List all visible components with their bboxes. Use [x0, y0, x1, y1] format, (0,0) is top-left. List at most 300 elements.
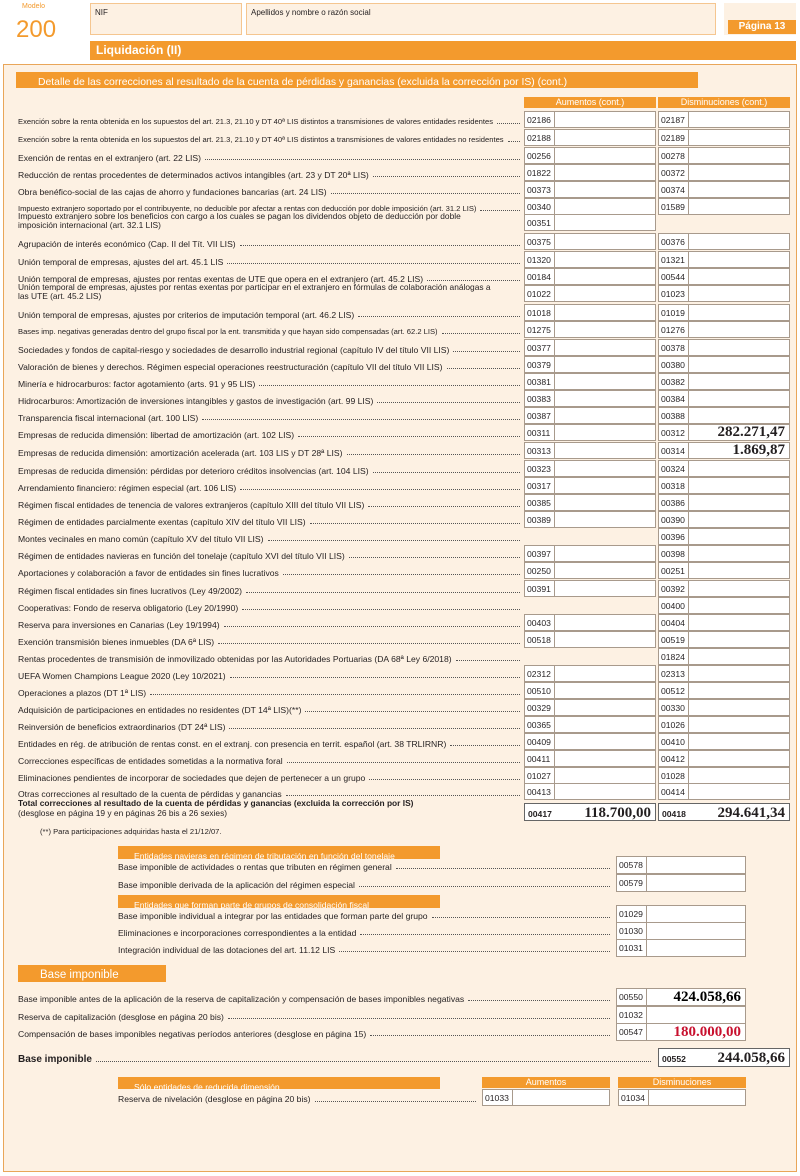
- row-label-text: Adquisición de participaciones en entidades no residentes (DT 14ª LIS)(**): [18, 705, 302, 715]
- disminuciones-code: 00396: [659, 529, 689, 544]
- aumentos-code: 00385: [525, 495, 555, 510]
- disminuciones-field[interactable]: [658, 767, 790, 784]
- aumentos-code: 00313: [525, 443, 555, 458]
- aumentos-code: 01027: [525, 768, 555, 783]
- aumentos-field[interactable]: [524, 665, 656, 682]
- base-value: 180.000,00: [673, 1024, 741, 1040]
- final-base-label: [18, 1051, 655, 1065]
- correction-row-label: [18, 682, 523, 698]
- navieras-field[interactable]: [616, 874, 746, 892]
- row-label-text: Cooperativas: Fondo de reserva obligatorio (Ley 20/1990): [18, 603, 239, 613]
- apellidos-field[interactable]: [246, 3, 716, 35]
- row-label-text: Reserva para inversiones en Canarias (Ley 19/1994): [18, 620, 220, 630]
- disminuciones-field[interactable]: [658, 356, 790, 373]
- aumentos-code: 00383: [525, 391, 555, 406]
- base-field[interactable]: [616, 1006, 746, 1024]
- disminuciones-field[interactable]: [658, 614, 790, 631]
- base-row-label: [18, 1006, 614, 1022]
- disminuciones-code: 00376: [659, 234, 689, 249]
- aumentos-field[interactable]: [524, 562, 656, 579]
- navieras-field[interactable]: [616, 856, 746, 874]
- disminuciones-field[interactable]: [658, 424, 790, 441]
- aumentos-code: 02186: [525, 112, 555, 127]
- aumentos-field[interactable]: [524, 373, 656, 390]
- row-label-text: Unión temporal de empresas, ajustes por rentas exentas de UTE que opera en el extranjero (art. 45.2 LIS): [18, 274, 424, 284]
- correction-row-label: [18, 111, 523, 127]
- disminuciones-code: 00384: [659, 391, 689, 406]
- aumentos-field[interactable]: [524, 767, 656, 784]
- base-field[interactable]: [616, 1023, 746, 1041]
- disminuciones-field[interactable]: [658, 494, 790, 511]
- final-base-box[interactable]: [658, 1048, 790, 1067]
- col-disminuciones-header: Disminuciones (cont.): [658, 97, 790, 108]
- row-label-text: Operaciones a plazos (DT 1ª LIS): [18, 688, 147, 698]
- correction-row-label: [18, 699, 523, 715]
- grupos-row-label: [118, 939, 614, 955]
- footnote: (**) Para participaciones adquiridas hasta el 21/12/07.: [40, 827, 222, 836]
- disminuciones-field[interactable]: [658, 682, 790, 699]
- row-label-text: Otras correcciones al resultado de la cuenta de pérdidas y ganancias: [18, 789, 282, 799]
- navieras-code: 00579: [617, 875, 647, 891]
- correction-row-label: [18, 268, 523, 284]
- correction-row-label: [18, 181, 523, 197]
- grupos-field[interactable]: [616, 905, 746, 923]
- aumentos-field[interactable]: [524, 214, 656, 231]
- aumentos-code: 00250: [525, 563, 555, 578]
- aumentos-field[interactable]: [524, 181, 656, 198]
- disminuciones-code: 01026: [659, 717, 689, 732]
- correction-row-label: [18, 597, 523, 613]
- correction-row-label: [18, 373, 523, 389]
- aumentos-code: 01018: [525, 305, 555, 320]
- aumentos-code: 00340: [525, 199, 555, 214]
- col-aumentos-header: Aumentos (cont.): [524, 97, 656, 108]
- aumentos-field[interactable]: [524, 783, 656, 800]
- row-label-text: Integración individual de las dotaciones del art. 11.12 LIS: [118, 945, 336, 955]
- disminuciones-field[interactable]: [658, 631, 790, 648]
- disminuciones-field[interactable]: [658, 373, 790, 390]
- correction-row-label: [18, 750, 523, 766]
- disminuciones-code: 00312: [659, 425, 689, 440]
- row-label-text: Bases imp. negativas generadas dentro del grupo fiscal por la ent. transmitida y que hayan sido compensadas (art. 62.2 LIS): [18, 327, 438, 336]
- disminuciones-field[interactable]: [658, 390, 790, 407]
- grupos-row-label: [118, 905, 614, 921]
- navieras-row-label: [118, 874, 614, 890]
- navieras-row-label: [118, 856, 614, 872]
- aumentos-code: 00365: [525, 717, 555, 732]
- aumentos-code: 00377: [525, 340, 555, 355]
- aumentos-field[interactable]: [524, 321, 656, 338]
- row-label-text: Exención sobre la renta obtenida en los supuestos del art. 21.3, 21.10 y DT 40ª LIS distintos a transmisiones de valores entidades residentes: [18, 117, 494, 126]
- aumentos-code: 00510: [525, 683, 555, 698]
- row-label-text: Empresas de reducida dimensión: pérdidas por deterioro créditos insolvencias (art. 104 LIS): [18, 466, 369, 476]
- row-label-text: Régimen de entidades navieras en función del tonelaje (capítulo XVI del título VII LIS): [18, 551, 345, 561]
- section-title: Liquidación (II): [96, 43, 182, 57]
- disminuciones-value: 1.869,87: [732, 442, 785, 458]
- aumentos-field[interactable]: [524, 631, 656, 648]
- aumentos-field[interactable]: [524, 356, 656, 373]
- grupos-title: Entidades que forman parte de grupos de consolidación fiscal: [134, 900, 370, 910]
- disminuciones-field[interactable]: [658, 528, 790, 545]
- total-aumentos-box[interactable]: [524, 803, 656, 821]
- disminuciones-code: 00412: [659, 751, 689, 766]
- aumentos-field[interactable]: [524, 111, 656, 128]
- disminuciones-field[interactable]: [658, 233, 790, 250]
- row-label-text: Unión temporal de empresas, ajustes del art. 45.1 LIS: [18, 257, 224, 267]
- aumentos-field[interactable]: [524, 147, 656, 164]
- correction-row-label: [18, 648, 523, 664]
- aumentos-code: 00397: [525, 546, 555, 561]
- aumentos-code: 01320: [525, 252, 555, 267]
- aumentos-field[interactable]: [524, 129, 656, 146]
- row-label-text: Base imponible derivada de la aplicación del régimen especial: [118, 880, 355, 890]
- aumentos-field[interactable]: [524, 494, 656, 511]
- aumentos-code: 00389: [525, 512, 555, 527]
- aumentos-code: 00413: [525, 784, 555, 799]
- row-label-text: Base imponible antes de la aplicación de la reserva de capitalización y compensación de bases imponibles negativas: [18, 994, 465, 1004]
- aumentos-code: 01022: [525, 286, 555, 301]
- correction-row-label: [18, 631, 523, 647]
- aumentos-field[interactable]: [524, 716, 656, 733]
- disminuciones-code: 00318: [659, 478, 689, 493]
- disminuciones-code: 00519: [659, 632, 689, 647]
- aumentos-field[interactable]: [524, 198, 656, 215]
- row-label-text: Reinversión de beneficios extraordinarios (DT 24ª LIS): [18, 722, 226, 732]
- disminuciones-code: 01019: [659, 305, 689, 320]
- aumentos-field[interactable]: [524, 682, 656, 699]
- disminuciones-field[interactable]: [658, 251, 790, 268]
- aumentos-code: 01275: [525, 322, 555, 337]
- base-row-label: [18, 1023, 614, 1039]
- aumentos-code: 00403: [525, 615, 555, 630]
- total-label: Total correcciones al resultado de la cuenta de pérdidas y ganancias (excluida la corrección por IS): [18, 798, 414, 808]
- disminuciones-field[interactable]: [658, 147, 790, 164]
- aumentos-code: 00329: [525, 700, 555, 715]
- correction-row-label: [18, 733, 523, 749]
- disminuciones-field[interactable]: [658, 665, 790, 682]
- disminuciones-code: 00512: [659, 683, 689, 698]
- disminuciones-field[interactable]: [658, 198, 790, 215]
- reducida-disminuciones-code: 01034: [619, 1090, 649, 1105]
- row-label-text: Régimen fiscal entidades sin fines lucrativos (Ley 49/2002): [18, 586, 243, 596]
- disminuciones-code: 00382: [659, 374, 689, 389]
- reducida-col-aumentos: Aumentos: [482, 1077, 610, 1088]
- row-label-text: Compensación de bases imponibles negativas períodos anteriores (desglose en página 15): [18, 1029, 367, 1039]
- disminuciones-field[interactable]: [658, 407, 790, 424]
- disminuciones-value: 282.271,47: [717, 424, 785, 440]
- navieras-code: 00578: [617, 857, 647, 873]
- section-title-bar: [90, 41, 796, 60]
- correction-row-label: [18, 460, 523, 476]
- correction-row-label: [18, 545, 523, 561]
- row-label-text: Empresas de reducida dimensión: amortización acelerada (art. 103 LIS y DT 28ª LIS): [18, 448, 343, 458]
- row-label-text: Base imponible individual a integrar por las entidades que forman parte del grupo: [118, 911, 428, 921]
- aumentos-field[interactable]: [524, 339, 656, 356]
- disminuciones-code: 00390: [659, 512, 689, 527]
- base-code: 01032: [617, 1007, 647, 1023]
- total-sub: (desglose en página 19 y en páginas 26 bis a 26 sexies): [18, 808, 228, 818]
- correction-row-label: [18, 304, 523, 320]
- correction-row-label: [18, 614, 523, 630]
- disminuciones-field[interactable]: [658, 783, 790, 800]
- disminuciones-code: 00372: [659, 165, 689, 180]
- base-title-bar: [18, 965, 166, 982]
- correction-row-label: [18, 562, 523, 578]
- row-label-text: Empresas de reducida dimensión: libertad de amortización (art. 102 LIS): [18, 430, 295, 440]
- disminuciones-code: 00374: [659, 182, 689, 197]
- correction-row-label: [18, 477, 523, 493]
- aumentos-code: 00256: [525, 148, 555, 163]
- disminuciones-field[interactable]: [658, 268, 790, 285]
- base-code: 00547: [617, 1024, 647, 1040]
- disminuciones-code: 00378: [659, 340, 689, 355]
- row-label-text: Minería e hidrocarburos: factor agotamiento (arts. 91 y 95 LIS): [18, 379, 256, 389]
- correction-row-label: [18, 233, 523, 249]
- aumentos-code: 02312: [525, 666, 555, 681]
- aumentos-field[interactable]: [524, 268, 656, 285]
- disminuciones-code: 01028: [659, 768, 689, 783]
- disminuciones-field[interactable]: [658, 648, 790, 665]
- disminuciones-code: 02187: [659, 112, 689, 127]
- reducida-aumentos-box[interactable]: [482, 1089, 610, 1106]
- disminuciones-code: 00414: [659, 784, 689, 799]
- aumentos-code: 02188: [525, 130, 555, 145]
- correction-row-label: [18, 783, 523, 799]
- final-base-value: 244.058,66: [717, 1050, 785, 1066]
- correction-row-label: [18, 511, 523, 527]
- disminuciones-code: 00324: [659, 461, 689, 476]
- reducida-aumentos-code: 01033: [483, 1090, 513, 1105]
- aumentos-field[interactable]: [524, 545, 656, 562]
- aumentos-code: 00391: [525, 581, 555, 596]
- aumentos-field[interactable]: [524, 407, 656, 424]
- disminuciones-field[interactable]: [658, 339, 790, 356]
- correction-row-label: [18, 494, 523, 510]
- row-label-text: Reducción de rentas procedentes de determinados activos intangibles (art. 23 y DT 20ª LIS): [18, 170, 369, 180]
- aumentos-code: 00351: [525, 215, 555, 230]
- disminuciones-code: 00400: [659, 598, 689, 613]
- disminuciones-code: 00251: [659, 563, 689, 578]
- aumentos-code: 01822: [525, 165, 555, 180]
- aumentos-code: 00311: [525, 425, 555, 440]
- row-label-text: Exención sobre la renta obtenida en los supuestos del art. 21.3, 21.10 y DT 40ª LIS distintos a transmisiones de valores entidades no residentes: [18, 135, 504, 144]
- nif-label: NIF: [95, 8, 108, 17]
- aumentos-field[interactable]: [524, 164, 656, 181]
- total-disminuciones-box[interactable]: [658, 803, 790, 821]
- aumentos-field[interactable]: [524, 424, 656, 441]
- aumentos-code: 00411: [525, 751, 555, 766]
- row-label-text: Régimen fiscal entidades de tenencia de valores extranjeros (capítulo XIII del título VII LIS): [18, 500, 365, 510]
- correction-row-label: [18, 356, 523, 372]
- aumentos-code: 00379: [525, 357, 555, 372]
- row-label-text: Sociedades y fondos de capital-riesgo y sociedades de desarrollo industrial regional (capítulo IV del título VII LIS): [18, 345, 450, 355]
- final-base-code: 00552: [662, 1054, 686, 1064]
- disminuciones-field[interactable]: [658, 442, 790, 459]
- disminuciones-field[interactable]: [658, 129, 790, 146]
- grupos-code: 01029: [617, 906, 647, 922]
- row-label-text: Entidades en rég. de atribución de rentas const. en el extranj. con presencia en territ. español (art. 38 TRLIRNR): [18, 739, 447, 749]
- disminuciones-field[interactable]: [658, 750, 790, 767]
- disminuciones-field[interactable]: [658, 321, 790, 338]
- disminuciones-field[interactable]: [658, 597, 790, 614]
- correction-row-label: [18, 390, 523, 406]
- grupos-field[interactable]: [616, 939, 746, 957]
- disminuciones-field[interactable]: [658, 699, 790, 716]
- disminuciones-code: 01824: [659, 649, 689, 664]
- grupos-code: 01030: [617, 923, 647, 939]
- row-label-text: Régimen de entidades parcialmente exentas (capítulo XIV del título VII LIS): [18, 517, 306, 527]
- modelo-number: 200: [16, 16, 57, 43]
- reducida-row: [118, 1092, 480, 1104]
- base-field[interactable]: [616, 988, 746, 1006]
- row-label-text: Hidrocarburos: Amortización de inversiones intangibles y gastos de investigación (art. 99 LIS): [18, 396, 374, 406]
- aumentos-code: 00409: [525, 734, 555, 749]
- base-code: 00550: [617, 989, 647, 1005]
- aumentos-field[interactable]: [524, 614, 656, 631]
- disminuciones-field[interactable]: [658, 111, 790, 128]
- aumentos-code: 00323: [525, 461, 555, 476]
- aumentos-field[interactable]: [524, 251, 656, 268]
- navieras-title: Entidades navieras en régimen de tributación en función del tonelaje: [134, 851, 395, 861]
- disminuciones-field[interactable]: [658, 716, 790, 733]
- correction-row-label: [18, 339, 523, 355]
- correction-row-label: [18, 251, 523, 267]
- base-row-label: [18, 988, 614, 1004]
- aumentos-field[interactable]: [524, 304, 656, 321]
- row-label-text: Valoración de bienes y derechos. Régimen especial operaciones reestructuración (capítulo VII del título VII LIS): [18, 362, 443, 372]
- disminuciones-field[interactable]: [658, 460, 790, 477]
- modelo-label: Modelo: [22, 3, 45, 10]
- disminuciones-code: 00392: [659, 581, 689, 596]
- nif-field[interactable]: [90, 3, 242, 35]
- disminuciones-field[interactable]: [658, 733, 790, 750]
- grupos-field[interactable]: [616, 922, 746, 940]
- apellidos-label: Apellidos y nombre o razón social: [251, 8, 371, 17]
- row-label-text: Unión temporal de empresas, ajustes por rentas exentas por participar en el extranjero en fórmulas de colaboración análogas a las UTE (art. 45.2 LIS): [18, 283, 491, 301]
- row-label-text: Agrupación de interés económico (Cap. II del Tít. VII LIS): [18, 239, 236, 249]
- correction-row-label: [18, 214, 523, 230]
- aumentos-code: 00387: [525, 408, 555, 423]
- reducida-col-disminuciones: Disminuciones: [618, 1077, 746, 1088]
- disminuciones-code: 02313: [659, 666, 689, 681]
- aumentos-field[interactable]: [524, 511, 656, 528]
- correction-row-label: [18, 580, 523, 596]
- row-label-text: Exención transmisión bienes inmuebles (DA 6ª LIS): [18, 637, 215, 647]
- row-label-text: Impuesto extranjero soportado por el contribuyente, no deducible por afectar a rentas con deducción por doble imposición (art. 31.2 LIS): [18, 204, 477, 213]
- aumentos-field[interactable]: [524, 233, 656, 250]
- row-label-text: Eliminaciones e incorporaciones correspondientes a la entidad: [118, 928, 357, 938]
- disminuciones-field[interactable]: [658, 477, 790, 494]
- grupos-row-label: [118, 922, 614, 938]
- total-label-block: [18, 798, 523, 818]
- aumentos-code: 00317: [525, 478, 555, 493]
- aumentos-code: 00373: [525, 182, 555, 197]
- aumentos-field[interactable]: [524, 477, 656, 494]
- disminuciones-code: 02189: [659, 130, 689, 145]
- row-label-text: Base imponible de actividades o rentas que tributen en régimen general: [118, 862, 392, 872]
- disminuciones-code: 00380: [659, 357, 689, 372]
- correction-row-label: [18, 442, 523, 458]
- disminuciones-field[interactable]: [658, 545, 790, 562]
- reducida-title-bar: [118, 1077, 440, 1092]
- correction-row-label: [18, 129, 523, 145]
- row-label-text: Transparencia fiscal internacional (art. 100 LIS): [18, 413, 199, 423]
- disminuciones-field[interactable]: [658, 580, 790, 597]
- aumentos-field[interactable]: [524, 580, 656, 597]
- total-aumentos-code: 00417: [528, 809, 552, 819]
- aumentos-field[interactable]: [524, 285, 656, 302]
- aumentos-field[interactable]: [524, 460, 656, 477]
- disminuciones-code: 00330: [659, 700, 689, 715]
- row-label-text: Reserva de capitalización (desglose en página 20 bis): [18, 1012, 224, 1022]
- correction-row-label: [18, 528, 523, 544]
- row-label-text: Rentas procedentes de transmisión de inmovilizado obtenidas por las Autoridades Portuarias (DA 68ª Ley 6/2018): [18, 654, 452, 664]
- correction-row-label: [18, 424, 523, 440]
- disminuciones-field[interactable]: [658, 562, 790, 579]
- row-label-text: Exención de rentas en el extranjero (art. 22 LIS): [18, 153, 201, 163]
- final-base-title: Base imponible: [18, 1054, 92, 1065]
- total-disminuciones-code: 00418: [662, 809, 686, 819]
- base-value: 424.058,66: [673, 989, 741, 1005]
- aumentos-field[interactable]: [524, 750, 656, 767]
- aumentos-code: 00381: [525, 374, 555, 389]
- disminuciones-code: 00314: [659, 443, 689, 458]
- disminuciones-code: 00544: [659, 269, 689, 284]
- aumentos-code: 00375: [525, 234, 555, 249]
- row-label-text: Unión temporal de empresas, ajustes por criterios de imputación temporal (art. 46.2 LIS): [18, 310, 355, 320]
- disminuciones-field[interactable]: [658, 304, 790, 321]
- row-label-text: Aportaciones y colaboración a favor de entidades sin fines lucrativos: [18, 568, 279, 578]
- correction-row-label: [18, 285, 523, 301]
- aumentos-field[interactable]: [524, 699, 656, 716]
- row-label-text: Eliminaciones pendientes de incorporar de sociedades que dejen de pertenecer a un grupo: [18, 773, 366, 783]
- row-label-text: Montes vecinales en mano común (capítulo XV del título VII LIS): [18, 534, 264, 544]
- detail-title-bar: [16, 72, 698, 88]
- disminuciones-field[interactable]: [658, 285, 790, 302]
- correction-row-label: [18, 407, 523, 423]
- correction-row-label: [18, 716, 523, 732]
- detail-title: Detalle de las correcciones al resultado de la cuenta de pérdidas y ganancias (excluida la corrección por IS) (cont.): [38, 77, 568, 88]
- base-title: Base imponible: [40, 969, 119, 981]
- disminuciones-code: 01023: [659, 286, 689, 301]
- disminuciones-code: 00278: [659, 148, 689, 163]
- disminuciones-code: 00410: [659, 734, 689, 749]
- disminuciones-code: 01589: [659, 199, 689, 214]
- row-label-text: Correcciones específicas de entidades sometidas a la normativa foral: [18, 756, 283, 766]
- correction-row-label: [18, 767, 523, 783]
- disminuciones-field[interactable]: [658, 181, 790, 198]
- disminuciones-code: 00386: [659, 495, 689, 510]
- aumentos-code: 00518: [525, 632, 555, 647]
- page-label: Página 13: [728, 20, 796, 34]
- disminuciones-field[interactable]: [658, 164, 790, 181]
- disminuciones-code: 00404: [659, 615, 689, 630]
- reducida-disminuciones-box[interactable]: [618, 1089, 746, 1106]
- row-label-text: UEFA Women Champions League 2020 (Ley 10/2021): [18, 671, 226, 681]
- total-disminuciones-value: 294.641,34: [717, 805, 785, 821]
- disminuciones-field[interactable]: [658, 511, 790, 528]
- disminuciones-code: 00398: [659, 546, 689, 561]
- aumentos-field[interactable]: [524, 442, 656, 459]
- correction-row-label: [18, 164, 523, 180]
- correction-row-label: [18, 665, 523, 681]
- reducida-label: Reserva de nivelación (desglose en página 20 bis): [118, 1094, 311, 1104]
- aumentos-code: 00184: [525, 269, 555, 284]
- aumentos-field[interactable]: [524, 390, 656, 407]
- aumentos-field[interactable]: [524, 733, 656, 750]
- disminuciones-code: 01276: [659, 322, 689, 337]
- row-label-text: Impuesto extranjero sobre los beneficios con cargo a los cuales se pagan los dividendos objeto de deducción por doble imposición internacional (art. 32.1 LIS): [18, 212, 461, 230]
